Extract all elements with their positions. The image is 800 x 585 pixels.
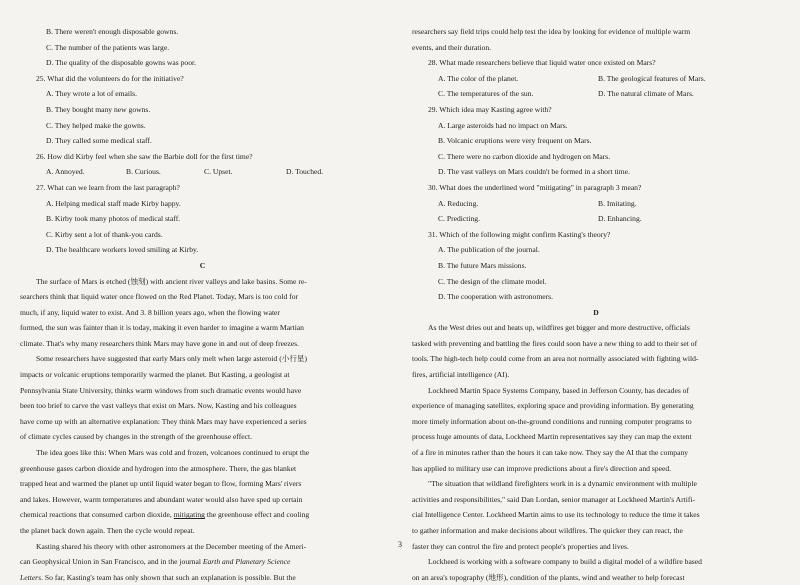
passage-text: can Geophysical Union in San Francisco, and in the journal [20,557,201,567]
passage-c-p3-line [20,507,385,523]
passage-d-p2-line: process huge amounts of data, Lockheed Martin representatives say they can map the extent [412,432,692,442]
q25-option-a: A. They wrote a lot of emails. [46,89,137,99]
journal-name: Earth and Planetary Science [202,557,291,567]
q28-options-row2 [412,86,780,102]
passage-c-p1-line: The surface of Mars is etched (蚀刻) with ancient river valleys and lake basins. Some re- [36,276,307,286]
q31-option-d: D. The cooperation with astronomers. [438,292,554,302]
passage-d-p4-line: on an area's topography (地形), condition of the plants, wind and weather to help forecast [412,572,685,582]
journal-name: Letters [20,572,42,582]
passage-d-p3-line: "The situation that wildland firefighters work in is a dynamic environment with multiple [428,479,697,489]
passage-d-p1-line: fires, artificial intelligence (AI). [412,370,510,380]
q26-option-b: B. Curious. [126,167,161,177]
q27-stem: 27. What can we learn from the last paragraph? [36,182,180,192]
section-d-heading: D [593,307,599,317]
passage-d-p2-line: has applied to military use can improve predictions about a fire's direction and speed. [412,463,672,473]
q24-option-b: B. There weren't enough disposable gowns. [46,27,179,36]
q26-stem: 26. How did Kirby feel when she saw the Barbie doll for the first time? [36,151,253,161]
q27-option-d: D. The healthcare workers loved smiling at Kirby. [46,245,199,255]
q31-option-a: A. The publication of the journal. [438,245,540,255]
q25-option-b: B. They bought many new gowns. [46,104,151,114]
q30-stem: 30. What does the underlined word "mitigating" in paragraph 3 mean? [428,182,642,192]
q30-options-row1 [412,196,780,212]
q31-stem: 31. Which of the following might confirm Kasting's theory? [428,229,611,239]
passage-c-continuation: researchers say field trips could help test the idea by looking for evidence of multiple warm [412,27,691,36]
q29-stem: 29. Which idea may Kasting agree with? [428,104,552,114]
q31-option-c: C. The design of the climate model. [438,276,547,286]
passage-d-p3-line: activities and responsibilities," said Dan Lordan, senior manager at Lockheed Martin's Artifi- [412,494,696,504]
passage-c-p2-line: have come up with an alternative explanation: They think Mars may have experienced a series [20,416,307,426]
q28-option-c: C. The temperatures of the sun. [438,89,534,99]
passage-d-p3-line: faster they can control the fire and protect people's properties and lives. [412,541,629,551]
q25-option-d: D. They called some medical staff. [46,136,152,146]
passage-c-p2-line: impacts or volcanic eruptions temporarily warmed the planet. But Kasting, a geologist at [20,370,290,380]
passage-c-p3-line: The idea goes like this: When Mars was cold and frozen, volcanoes continued to erupt the [36,448,310,458]
passage-text: chemical reactions that consumed carbon dioxide, [20,510,174,520]
q30-options-row2 [412,211,780,227]
passage-text: . So far, Kasting's team has only shown that such an explanation is possible. But the [41,572,296,582]
left-column [20,24,385,585]
q29-option-a: A. Large asteroids had no impact on Mars. [438,120,568,130]
passage-d-p2-line: Lockheed Martin Space Systems Company, based in Jefferson County, has decades of [428,385,690,395]
q26-options [20,164,385,180]
q30-option-c: C. Predicting. [438,214,480,224]
q25-option-c: C. They helped make the gowns. [46,120,146,130]
passage-d-p2-line: experience of managing satellites, exploring space and providing information. By generating [412,401,694,411]
section-c-heading: C [199,260,206,270]
passage-c-p1-line: climate. That's why many researchers think Mars may have gone in and out of deep freezes. [20,338,299,348]
passage-c-p1-line: much, if any, liquid water to exist. And 3. 8 billion years ago, when the flowing water [20,307,280,317]
q28-option-a: A. The color of the planet. [438,73,519,83]
passage-c-continuation: events, and their duration. [412,42,492,52]
passage-d-p4-line: Lockheed is working with a software company to build a digital model of a wildfire based [428,557,702,567]
passage-c-p1-line: formed, the sun was fainter than it is today, making it even harder to imagine a warm Martian [20,323,304,333]
passage-d-p1-line: As the West dries out and heats up, wildfires get bigger and more destructive, officials [428,323,690,333]
q28-options-row1 [412,71,780,87]
q30-option-d: D. Enhancing. [598,214,642,224]
passage-c-p4-line: Kasting shared his theory with other astronomers at the December meeting of the Ameri- [36,541,307,551]
passage-c-p2-line: of climate cycles caused by changes in the strength of the greenhouse effect. [20,432,253,442]
passage-d-p3-line: cial Intelligence Center. Lockheed Martin aims to use its technology to reduce the time it takes [412,510,700,520]
passage-d-p1-line: tasked with preventing and battling the fires could soon have a new thing to add to their set of [412,338,698,348]
passage-d-p3-line: to gather information and make decisions about wildfires. The quicker they can react, the [412,526,683,535]
passage-c-p3-line: and lakes. However, warm temperatures and abundant water would also have sped up certain [20,494,303,504]
q27-option-b: B. Kirby took many photos of medical staff. [46,214,181,224]
passage-c-p3-line: the planet back down again. Then the cycle would repeat. [20,526,195,535]
passage-c-p2-line: Some researchers have suggested that early Mars only melt when large asteroid (小行星) [36,354,308,364]
passage-d-p2-line: of a fire in minutes rather than the hours it can take now. They say the AI that the company [412,448,689,458]
passage-c-p4-line [20,570,385,585]
q24-option-d: D. The quality of the disposable gowns was poor. [46,58,197,68]
passage-d-p1-line: tools. The high-tech help could come from an area not normally associated with fighting wild- [412,354,699,364]
q26-option-a: A. Annoyed. [46,167,85,177]
q25-stem: 25. What did the volunteers do for the initiative? [36,73,184,83]
q28-option-d: D. The natural climate of Mars. [598,89,694,99]
passage-c-p2-line: Pennsylvania State University, thinks warm windows from such dramatic events would have [20,385,302,395]
q27-option-a: A. Helping medical staff made Kirby happy. [46,198,181,208]
page-number: 3 [398,540,402,549]
passage-c-p3-line: trapped heat and warmed the planet up until liquid water began to flow, forming Mars' rivers [20,479,302,489]
q26-option-d: D. Touched. [286,167,324,177]
q27-option-c: C. Kirby sent a lot of thank-you cards. [46,229,163,239]
q28-option-b: B. The geological features of Mars. [598,73,706,83]
passage-c-p3-line: greenhouse gases carbon dioxide and hydrogen into the atmosphere. There, the gas blanket [20,463,297,473]
q29-option-b: B. Volcanic eruptions were very frequent on Mars. [438,136,592,146]
passage-c-p4-line [20,554,385,570]
q24-option-c: C. The number of the patients was large. [46,42,170,52]
passage-d-p2-line: more timely information about on-the-ground conditions and running computer programs to [412,416,692,426]
passage-text: the greenhouse effect and cooling [204,510,310,520]
passage-c-p1-line: searchers think that liquid water once flowed on the Red Planet. Today, Mars is too cold for [20,292,299,302]
q31-option-b: B. The future Mars missions. [438,260,527,270]
q30-option-a: A. Reducing. [438,198,479,208]
right-column [412,24,780,585]
underlined-word-mitigating: mitigating [173,510,205,520]
passage-c-p2-line: been too brief to carve the vast valleys that exist on Mars. Now, Kasting and his colleagues [20,401,297,411]
q30-option-b: B. Imitating. [598,198,637,208]
q26-option-c: C. Upset. [204,167,233,177]
q29-option-c: C. There were no carbon dioxide and hydrogen on Mars. [438,151,611,161]
q29-option-d: D. The vast valleys on Mars couldn't be formed in a short time. [438,167,630,177]
q28-stem: 28. What made researchers believe that liquid water once existed on Mars? [428,58,656,68]
